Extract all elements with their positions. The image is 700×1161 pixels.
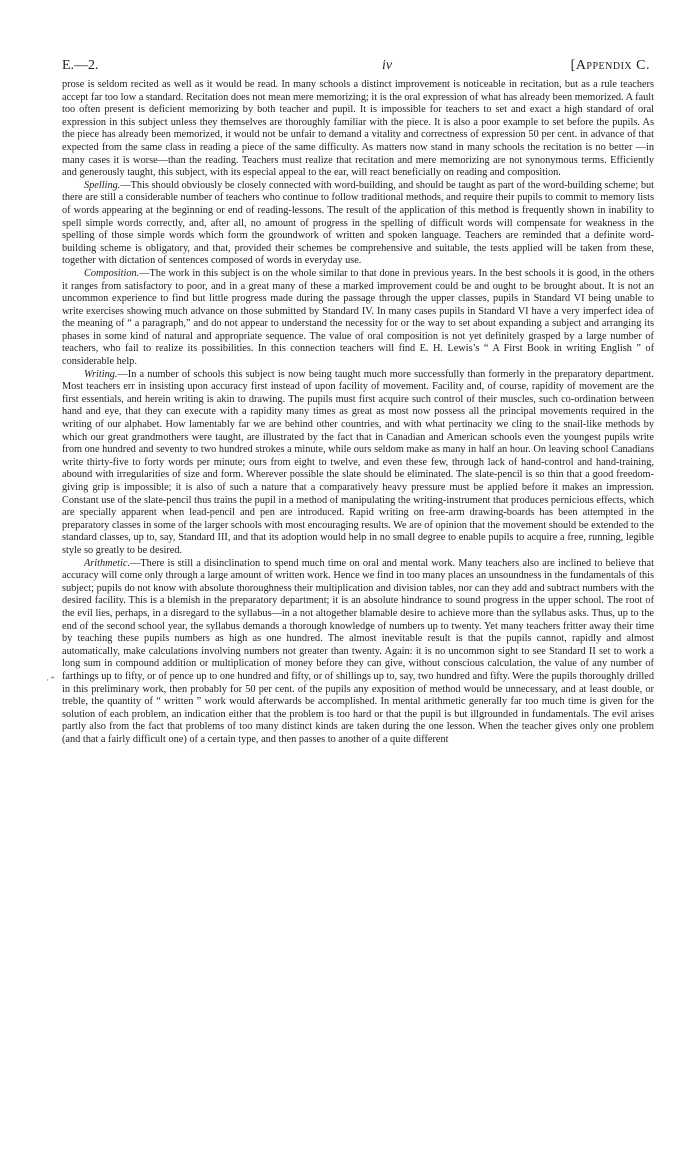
section-lead: Writing.	[84, 368, 118, 380]
paragraph-text: —This should obviously be closely connected with word-building, and should be taught as part of the word-building scheme; but there are still a considerable number of teachers who continue to follow traditional methods, and require their pupils to commit to memory lists of words appearing at the beginning or end of reading-lessons. The result of the application of this method is frequently shown in inability to spell simple words correctly, and, after all, no amount of progress in the spelling of difficult words will compensate for weakness in the spelling of those simple words which form the groundwork of written and spoken language. Teachers are reminded that a definite word-building scheme is obligatory, and that, provided their schemes be comprehensive and suitable, the tests applied will be taken from these, together with dictation of sentences composed of words in everyday use.	[62, 179, 654, 267]
paragraph-text: —The work in this subject is on the whole similar to that done in previous years. In the best schools it is good, in the others it ranges from satisfactory to poor, and in a great many of these a marked improvement could be and ought to be brought about. It is not an uncommon experience to find but little progress made during the passage through the upper classes, pupils in Standard VI being unable to write exercises showing much advance on those submitted by Standard IV. In many cases pupils in Standard VI have a very imperfect idea of the meaning of “ a paragraph,” and do not appear to understand the necessity for or the way to set about expanding a subject and arranging its phases in some kind of natural and appropriate sequence. The value of oral composition is not yet definitely grasped by a large number of teachers, who fail to realize its possibilities. In this connection teachers will find E. H. Lewis’s “ A First Book in writing English ” of considerable help.	[62, 267, 654, 368]
paragraph-writing	[62, 369, 654, 558]
section-lead: Arithmetic.	[84, 557, 131, 569]
paragraph-spelling	[62, 180, 654, 268]
section-lead: Spelling.	[84, 179, 121, 191]
paragraph-text: —There is still a disinclination to spend much time on oral and mental work. Many teachers also are inclined to believe that accuracy will come only through a large amount of written work. Hence we find in too many places an unsoundness in the fundamentals of this subject; pupils do not know with absolute thoroughness their multiplication and division tables, nor can they add and subtract numbers with the desired facility. This is a blemish in the preparatory department; it is an absolute hindrance to sound progress in the upper school. The root of the evil lies, perhaps, in a disregard to the syllabus—in a not altogether blamable desire to achieve more than the syllabus asks. Thus, up to the end of the second school year, the syllabus demands a thorough knowledge of numbers up to twenty. Yet many teachers fritter away their time by teaching these pupils numbers as high as one hundred. The almost inevitable result is that the pupils cannot, rapidly and almost automatically, make calculations involving numbers not greater than twenty. Again: it is no uncommon sight to see Standard II set to work a long sum in compound addition or multiplication of money before they can give, without conscious calculation, the value of any number of farthings up to fifty, or of pence up to one hundred and fifty, or of shillings up to, say, two hundred and fifty. Were the pupils thoroughly drilled in this preliminary work, then probably for 50 per cent. of the pupils any exposition of method would be unnecessary, and at least double, or treble, the quantity of “ written ” work would afterwards be accomplished. In mental arithmetic generally far too much time is given for the solution of each problem, an indication either that the problem is too hard or that the pupil is but illgrounded in fundamentals. The evil arises partly also from the fact that problems of too many distinct kinds are taken during the one lesson. When the teacher gives only one problem (and that a fairly difficult one) of a certain type, and then passes to another of a quite different	[62, 557, 654, 745]
page-header	[62, 58, 650, 74]
paragraph-text: —In a number of schools this subject is now being taught much more successfully than formerly in the preparatory department. Most teachers err in insisting upon accuracy first instead of upon facility of movement. Facility and, of course, rapidity of movement are the first essentials, and herein writing is akin to drawing. The pupils must first acquire such control of their muscles, such co-ordination between hand and eye, that they can execute with a rapidity many times as great as most now possess all the principal movements required in the writing of our alphabet. How lamentably far we are behind other countries, and with what pertinacity we cling to the snail-like methods by which our great grandmothers were taught, are illustrated by the fact that in Canadian and American schools even the youngest pupils write from one hundred and seventy to two hundred strokes a minute, while ours seldom make as many in half an hour. On leaving school Canadians write thirty-five to forty words per minute; ours from eight to twelve, and even these few, through lack of hand-control and hand-training, abound with irregularities of size and form. Wherever possible the slate should be eliminated. The slate-pencil is so thin that a good freedom-giving grip is impossible; it is also of such a nature that a comparatively heavy pressure must be applied before it makes an impression. Constant use of the slate-pencil thus trains the pupil in a method of manipulating the writing-instrument that produces pernicious effects, which are specially apparent when lead-pencil and pen are introduced. Rapid writing on free-arm drawing-boards has been attempted in the preparatory classes in some of the larger schools with most encouraging results. We are of opinion that the movement should be extended to the standard classes, up to, say, Standard III, and that its adoption would help in no small degree to enable pupils to acquire a free, running, legible style so greatly to be desired.	[62, 368, 654, 556]
body-text	[62, 79, 654, 746]
page-number: iv	[382, 58, 393, 73]
paragraph-arithmetic	[62, 558, 654, 747]
margin-mark-icon: ·⌃	[46, 676, 57, 686]
appendix-label: [Appendix C.	[570, 58, 650, 73]
report-code: E.—2.	[62, 58, 99, 73]
paragraph-text: prose is seldom recited as well as it would be read. In many schools a distinct improvement is noticeable in recitation, but as a rule teachers accept far too low a standard. Recitation does not mean mere memorizing; it is the oral expression of what has already been memorized. A fault too often present is deficient memorizing by both teacher and pupil. It is impossible for teachers to set and exact a high standard of oral expression in this subject unless they themselves are thoroughly familiar with the piece. It is also a poor example to set before the pupils. As the piece has already been memorized, it would not be unfair to demand a vitality and correctness of expression 50 per cent. in advance of that expected from the same class in reading a piece of the same difficulty. As matters now stand in many schools the recitation is no better —in many cases it is worse—than the reading. Teachers must realize that recitation and mere memorizing are not synonymous terms. Efficiently and generously taught, this subject, with its especial appeal to the ear, will react beneficially on reading and composition.	[62, 79, 654, 179]
paragraph-composition	[62, 268, 654, 369]
section-lead: Composition.	[84, 267, 140, 279]
paragraph-recitation	[62, 79, 654, 180]
